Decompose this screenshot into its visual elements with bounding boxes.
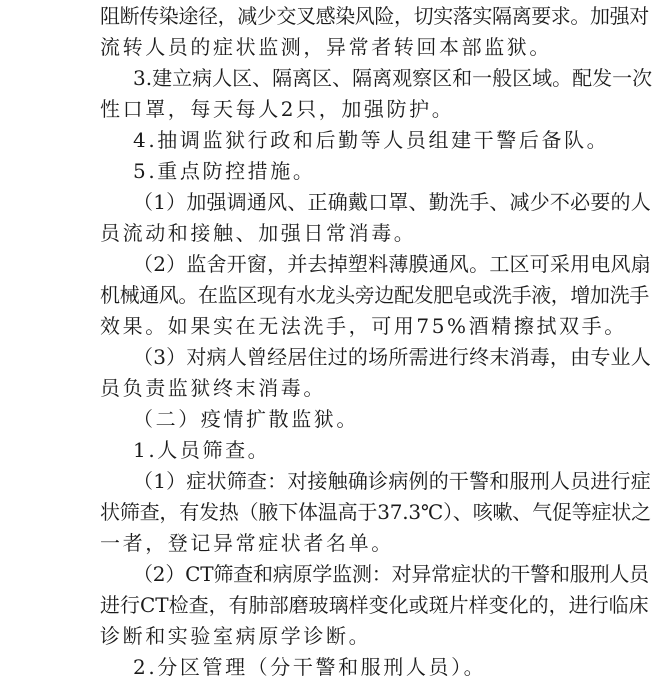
text-line: （1）加强调通风、正确戴口罩、勤洗手、减少不必要的人 <box>133 190 651 214</box>
text-line: 效果。如果实在无法洗手，可用75%酒精擦拭双手。 <box>100 314 627 338</box>
text-line: 阻断传染途径，减少交叉感染风险，切实落实隔离要求。加强对 <box>100 4 649 28</box>
text-line: 状筛查，有发热（腋下体温高于37.3℃）、咳嗽、气促等症状之 <box>100 500 651 524</box>
text-line: 进行CT检查，有肺部磨玻璃样变化或斑片样变化的，进行临床 <box>100 593 649 617</box>
text-line: 5.重点防控措施。 <box>133 159 316 183</box>
section-heading: （二）疫情扩散监狱。 <box>133 407 359 431</box>
text-line: 机械通风。在监区现有水龙头旁边配发肥皂或洗手液，增加洗手 <box>100 283 649 307</box>
text-line: （1）症状筛查：对接触确诊病例的干警和服刑人员进行症 <box>133 469 651 493</box>
text-line: 一者，登记异常症状者名单。 <box>100 531 394 555</box>
text-line: （2）CT筛查和病原学监测：对异常症状的干警和服刑人员 <box>133 562 649 586</box>
text-line: 4.抽调监狱行政和后勤等人员组建干警后备队。 <box>133 128 610 152</box>
text-line: 员负责监狱终末消毒。 <box>100 376 326 400</box>
text-line: （3）对病人曾经居住过的场所需进行终末消毒，由专业人 <box>133 345 651 369</box>
text-line: （2）监舍开窗，并去掉塑料薄膜通风。工区可采用电风扇 <box>133 252 651 276</box>
text-line: 诊断和实验室病原学诊断。 <box>100 624 372 648</box>
text-line: 性口罩，每天每人2只，加强防护。 <box>100 97 455 121</box>
text-line: 员流动和接触、加强日常消毒。 <box>100 221 417 245</box>
text-line: 2.分区管理（分干警和服刑人员）。 <box>133 655 487 679</box>
text-line: 3.建立病人区、隔离区、隔离观察区和一般区域。配发一次 <box>133 66 653 90</box>
text-line: 1.人员筛查。 <box>133 438 271 462</box>
text-line: 流转人员的症状监测，异常者转回本部监狱。 <box>100 35 552 59</box>
